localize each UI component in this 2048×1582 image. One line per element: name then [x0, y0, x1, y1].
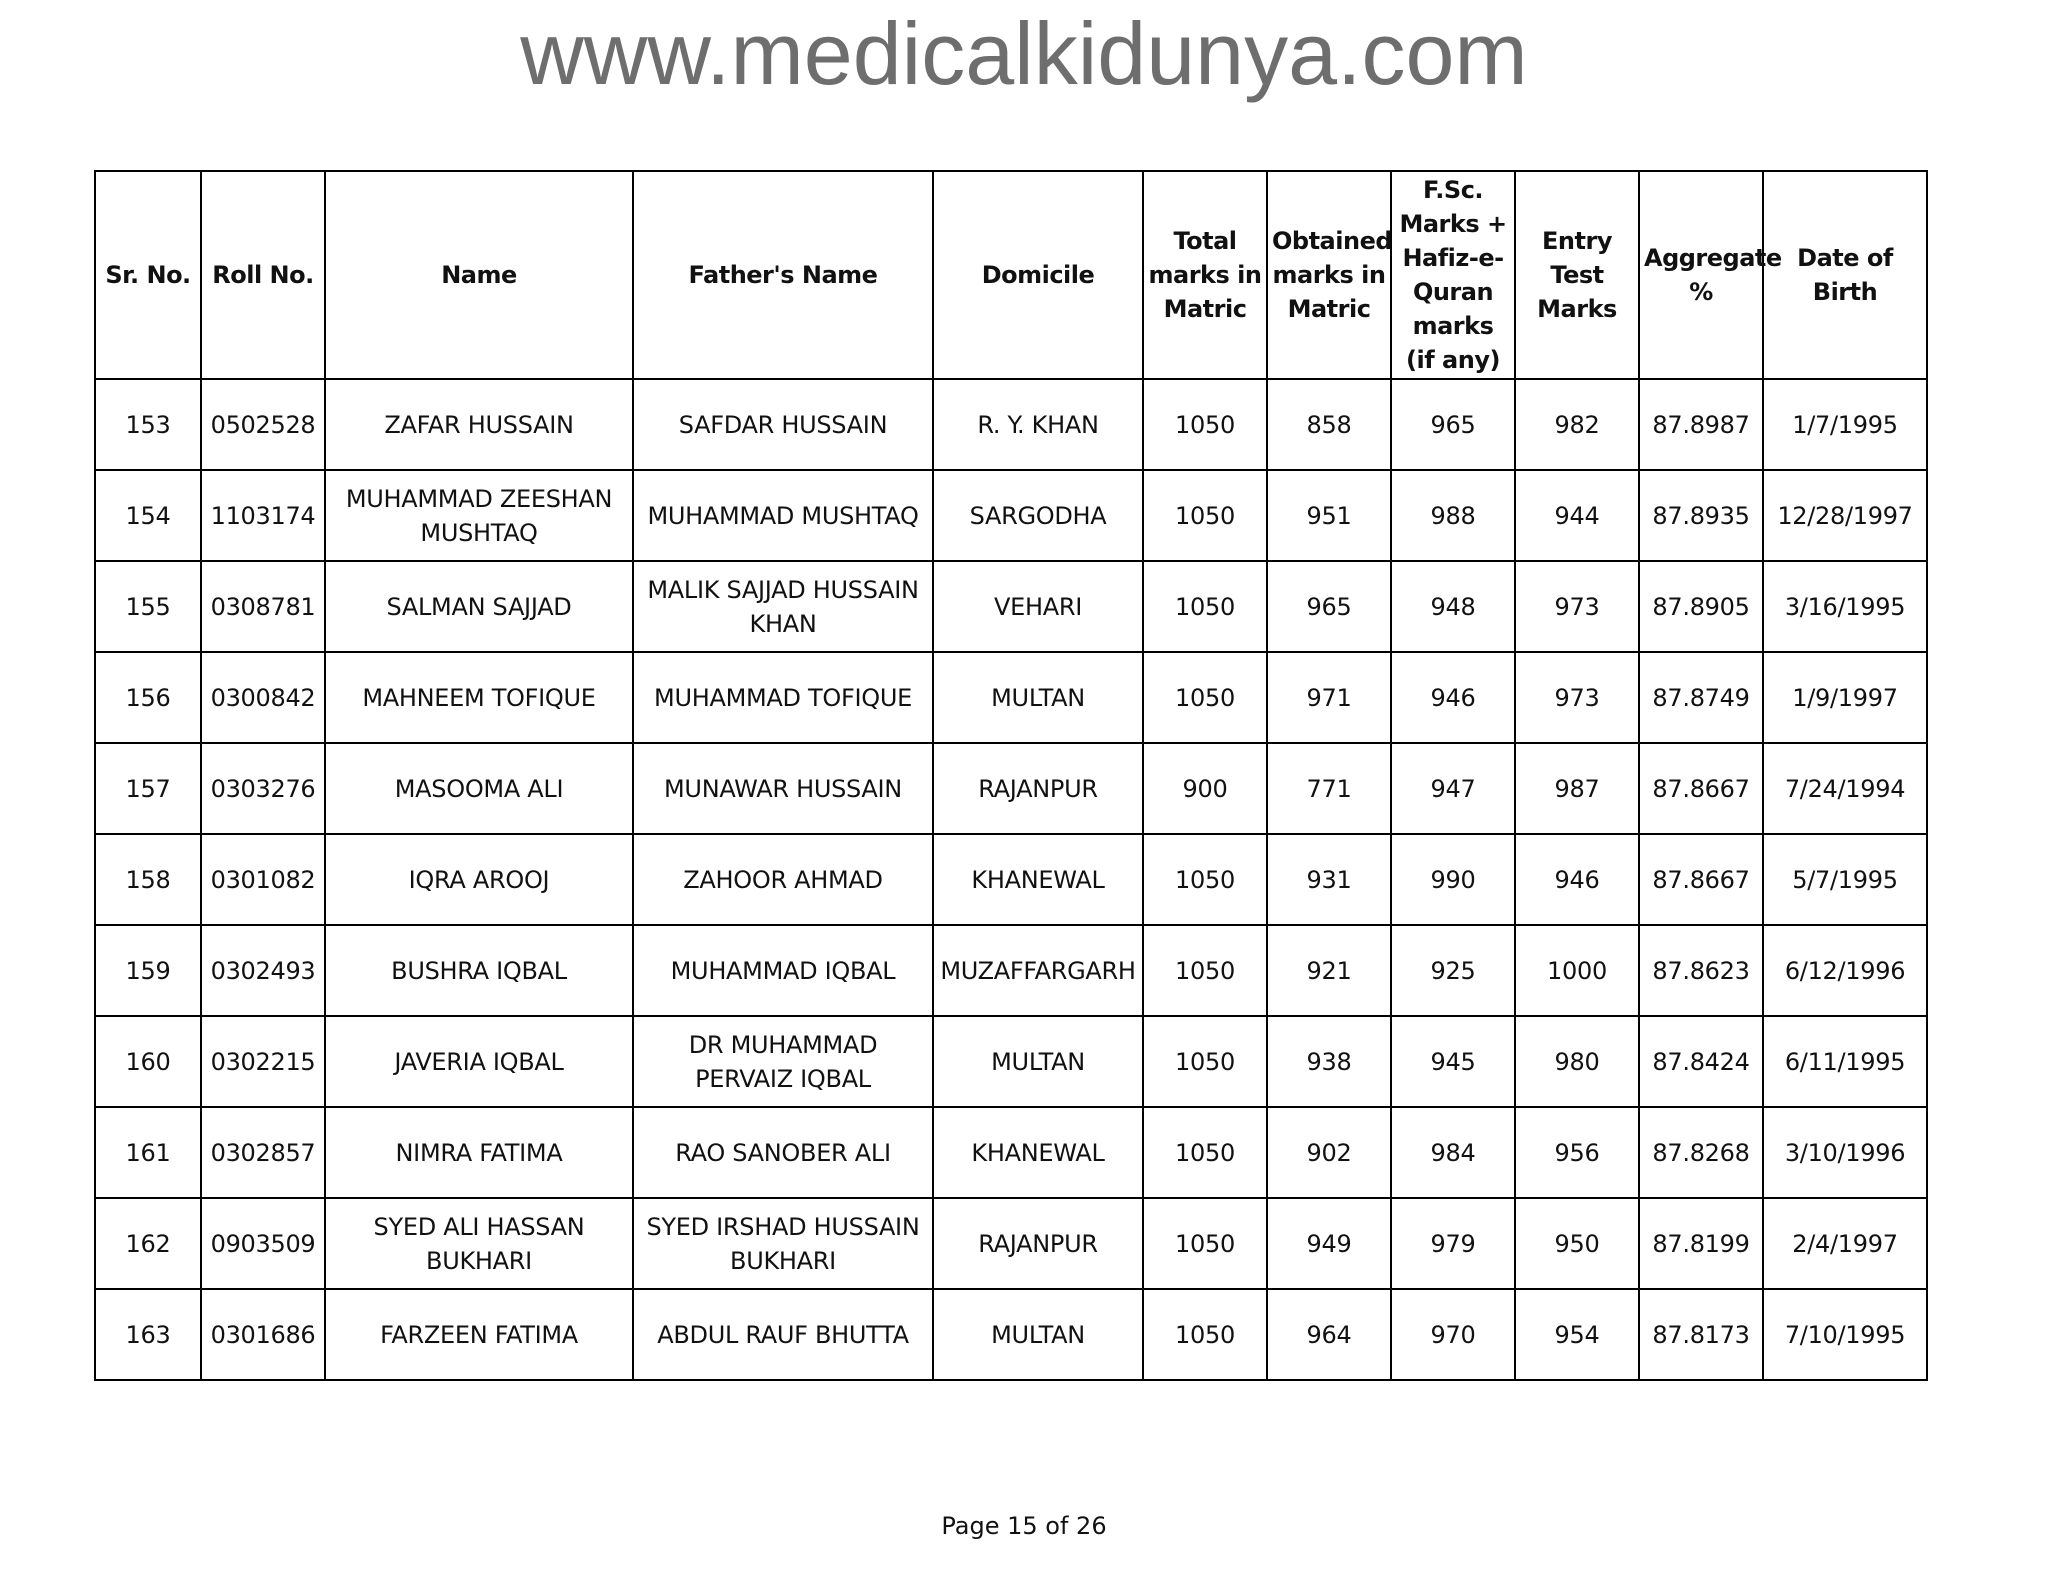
- header-name: Name: [325, 171, 633, 379]
- cell-roll-no: 0308781: [201, 561, 325, 652]
- cell-aggregate: 87.8935: [1639, 470, 1763, 561]
- table-row: [95, 1198, 1927, 1289]
- cell-total-matric: 1050: [1143, 1016, 1267, 1107]
- cell-dob: 6/11/1995: [1763, 1016, 1927, 1107]
- cell-dob: 5/7/1995: [1763, 834, 1927, 925]
- cell-entry-test: 956: [1515, 1107, 1639, 1198]
- cell-fathers-name: MUHAMMAD MUSHTAQ: [633, 470, 933, 561]
- cell-domicile: SARGODHA: [933, 470, 1143, 561]
- cell-fsc-hafiz: 945: [1391, 1016, 1515, 1107]
- cell-name: MASOOMA ALI: [325, 743, 633, 834]
- table-row: [95, 379, 1927, 470]
- cell-roll-no: 0302857: [201, 1107, 325, 1198]
- cell-entry-test: 946: [1515, 834, 1639, 925]
- header-entry-test: Entry Test Marks: [1515, 171, 1639, 379]
- cell-entry-test: 973: [1515, 652, 1639, 743]
- cell-entry-test: 980: [1515, 1016, 1639, 1107]
- cell-domicile: MULTAN: [933, 1016, 1143, 1107]
- cell-fsc-hafiz: 946: [1391, 652, 1515, 743]
- cell-fathers-name: MUNAWAR HUSSAIN: [633, 743, 933, 834]
- cell-domicile: MULTAN: [933, 652, 1143, 743]
- cell-entry-test: 982: [1515, 379, 1639, 470]
- header-fsc-hafiz: F.Sc. Marks + Hafiz-e-Quran marks (if any): [1391, 171, 1515, 379]
- cell-name: FARZEEN FATIMA: [325, 1289, 633, 1380]
- cell-roll-no: 0300842: [201, 652, 325, 743]
- cell-sr-no: 153: [95, 379, 201, 470]
- header-aggregate: Aggregate %: [1639, 171, 1763, 379]
- header-domicile: Domicile: [933, 171, 1143, 379]
- cell-obtained-matric: 951: [1267, 470, 1391, 561]
- cell-aggregate: 87.8199: [1639, 1198, 1763, 1289]
- cell-fathers-name: MALIK SAJJAD HUSSAIN KHAN: [633, 561, 933, 652]
- cell-obtained-matric: 858: [1267, 379, 1391, 470]
- cell-domicile: VEHARI: [933, 561, 1143, 652]
- cell-name: SALMAN SAJJAD: [325, 561, 633, 652]
- cell-aggregate: 87.8424: [1639, 1016, 1763, 1107]
- cell-name: MUHAMMAD ZEESHAN MUSHTAQ: [325, 470, 633, 561]
- cell-obtained-matric: 965: [1267, 561, 1391, 652]
- cell-name: BUSHRA IQBAL: [325, 925, 633, 1016]
- watermark-url: www.medicalkidunya.com: [520, 4, 1528, 103]
- cell-roll-no: 0903509: [201, 1198, 325, 1289]
- cell-dob: 7/10/1995: [1763, 1289, 1927, 1380]
- cell-obtained-matric: 931: [1267, 834, 1391, 925]
- cell-roll-no: 0302493: [201, 925, 325, 1016]
- cell-name: NIMRA FATIMA: [325, 1107, 633, 1198]
- cell-fsc-hafiz: 988: [1391, 470, 1515, 561]
- header-dob: Date of Birth: [1763, 171, 1927, 379]
- cell-domicile: RAJANPUR: [933, 743, 1143, 834]
- cell-obtained-matric: 938: [1267, 1016, 1391, 1107]
- table-row: [95, 561, 1927, 652]
- cell-total-matric: 1050: [1143, 1107, 1267, 1198]
- cell-dob: 7/24/1994: [1763, 743, 1927, 834]
- cell-domicile: KHANEWAL: [933, 834, 1143, 925]
- header-sr-no: Sr. No.: [95, 171, 201, 379]
- cell-fsc-hafiz: 990: [1391, 834, 1515, 925]
- cell-aggregate: 87.8268: [1639, 1107, 1763, 1198]
- cell-sr-no: 155: [95, 561, 201, 652]
- table-row: [95, 1289, 1927, 1380]
- cell-obtained-matric: 949: [1267, 1198, 1391, 1289]
- cell-name: ZAFAR HUSSAIN: [325, 379, 633, 470]
- cell-entry-test: 987: [1515, 743, 1639, 834]
- cell-sr-no: 154: [95, 470, 201, 561]
- cell-name: JAVERIA IQBAL: [325, 1016, 633, 1107]
- cell-fathers-name: ABDUL RAUF BHUTTA: [633, 1289, 933, 1380]
- table-row: [95, 834, 1927, 925]
- cell-dob: 1/7/1995: [1763, 379, 1927, 470]
- cell-entry-test: 950: [1515, 1198, 1639, 1289]
- cell-domicile: MULTAN: [933, 1289, 1143, 1380]
- cell-entry-test: 1000: [1515, 925, 1639, 1016]
- table-row: [95, 925, 1927, 1016]
- cell-fsc-hafiz: 925: [1391, 925, 1515, 1016]
- cell-roll-no: 0303276: [201, 743, 325, 834]
- table-row: [95, 743, 1927, 834]
- cell-entry-test: 954: [1515, 1289, 1639, 1380]
- table-row: [95, 470, 1927, 561]
- cell-fsc-hafiz: 984: [1391, 1107, 1515, 1198]
- table-row: [95, 652, 1927, 743]
- cell-obtained-matric: 971: [1267, 652, 1391, 743]
- cell-name: MAHNEEM TOFIQUE: [325, 652, 633, 743]
- cell-entry-test: 973: [1515, 561, 1639, 652]
- header-roll-no: Roll No.: [201, 171, 325, 379]
- cell-roll-no: 0502528: [201, 379, 325, 470]
- cell-aggregate: 87.8173: [1639, 1289, 1763, 1380]
- cell-obtained-matric: 964: [1267, 1289, 1391, 1380]
- cell-roll-no: 1103174: [201, 470, 325, 561]
- cell-sr-no: 158: [95, 834, 201, 925]
- cell-fsc-hafiz: 965: [1391, 379, 1515, 470]
- cell-total-matric: 1050: [1143, 379, 1267, 470]
- page-number: Page 15 of 26: [941, 1512, 1107, 1540]
- merit-list-table: [94, 170, 1928, 1381]
- cell-total-matric: 1050: [1143, 470, 1267, 561]
- cell-fsc-hafiz: 970: [1391, 1289, 1515, 1380]
- cell-fathers-name: MUHAMMAD TOFIQUE: [633, 652, 933, 743]
- cell-total-matric: 1050: [1143, 834, 1267, 925]
- table-row: [95, 1107, 1927, 1198]
- cell-roll-no: 0302215: [201, 1016, 325, 1107]
- cell-sr-no: 162: [95, 1198, 201, 1289]
- cell-aggregate: 87.8667: [1639, 743, 1763, 834]
- cell-sr-no: 159: [95, 925, 201, 1016]
- cell-obtained-matric: 921: [1267, 925, 1391, 1016]
- cell-aggregate: 87.8623: [1639, 925, 1763, 1016]
- cell-dob: 3/16/1995: [1763, 561, 1927, 652]
- table-row: [95, 1016, 1927, 1107]
- cell-fsc-hafiz: 979: [1391, 1198, 1515, 1289]
- cell-fathers-name: RAO SANOBER ALI: [633, 1107, 933, 1198]
- cell-sr-no: 157: [95, 743, 201, 834]
- cell-total-matric: 1050: [1143, 561, 1267, 652]
- cell-fathers-name: SAFDAR HUSSAIN: [633, 379, 933, 470]
- cell-fsc-hafiz: 948: [1391, 561, 1515, 652]
- cell-aggregate: 87.8987: [1639, 379, 1763, 470]
- cell-total-matric: 1050: [1143, 652, 1267, 743]
- cell-total-matric: 900: [1143, 743, 1267, 834]
- cell-sr-no: 156: [95, 652, 201, 743]
- cell-aggregate: 87.8749: [1639, 652, 1763, 743]
- cell-obtained-matric: 771: [1267, 743, 1391, 834]
- cell-dob: 2/4/1997: [1763, 1198, 1927, 1289]
- cell-roll-no: 0301686: [201, 1289, 325, 1380]
- header-fathers-name: Father's Name: [633, 171, 933, 379]
- cell-dob: 12/28/1997: [1763, 470, 1927, 561]
- cell-name: SYED ALI HASSAN BUKHARI: [325, 1198, 633, 1289]
- cell-sr-no: 163: [95, 1289, 201, 1380]
- cell-sr-no: 160: [95, 1016, 201, 1107]
- cell-total-matric: 1050: [1143, 925, 1267, 1016]
- cell-fsc-hafiz: 947: [1391, 743, 1515, 834]
- cell-domicile: R. Y. KHAN: [933, 379, 1143, 470]
- cell-domicile: RAJANPUR: [933, 1198, 1143, 1289]
- cell-dob: 6/12/1996: [1763, 925, 1927, 1016]
- cell-aggregate: 87.8667: [1639, 834, 1763, 925]
- cell-sr-no: 161: [95, 1107, 201, 1198]
- cell-total-matric: 1050: [1143, 1198, 1267, 1289]
- header-row: [95, 171, 1927, 379]
- header-obtained-matric: Obtained marks in Matric: [1267, 171, 1391, 379]
- cell-fathers-name: DR MUHAMMAD PERVAIZ IQBAL: [633, 1016, 933, 1107]
- table-body: [95, 379, 1927, 1380]
- cell-dob: 1/9/1997: [1763, 652, 1927, 743]
- cell-domicile: MUZAFFARGARH: [933, 925, 1143, 1016]
- cell-roll-no: 0301082: [201, 834, 325, 925]
- cell-total-matric: 1050: [1143, 1289, 1267, 1380]
- cell-fathers-name: ZAHOOR AHMAD: [633, 834, 933, 925]
- header-total-matric: Total marks in Matric: [1143, 171, 1267, 379]
- cell-dob: 3/10/1996: [1763, 1107, 1927, 1198]
- cell-domicile: KHANEWAL: [933, 1107, 1143, 1198]
- cell-fathers-name: MUHAMMAD IQBAL: [633, 925, 933, 1016]
- cell-name: IQRA AROOJ: [325, 834, 633, 925]
- cell-entry-test: 944: [1515, 470, 1639, 561]
- cell-fathers-name: SYED IRSHAD HUSSAIN BUKHARI: [633, 1198, 933, 1289]
- cell-obtained-matric: 902: [1267, 1107, 1391, 1198]
- cell-aggregate: 87.8905: [1639, 561, 1763, 652]
